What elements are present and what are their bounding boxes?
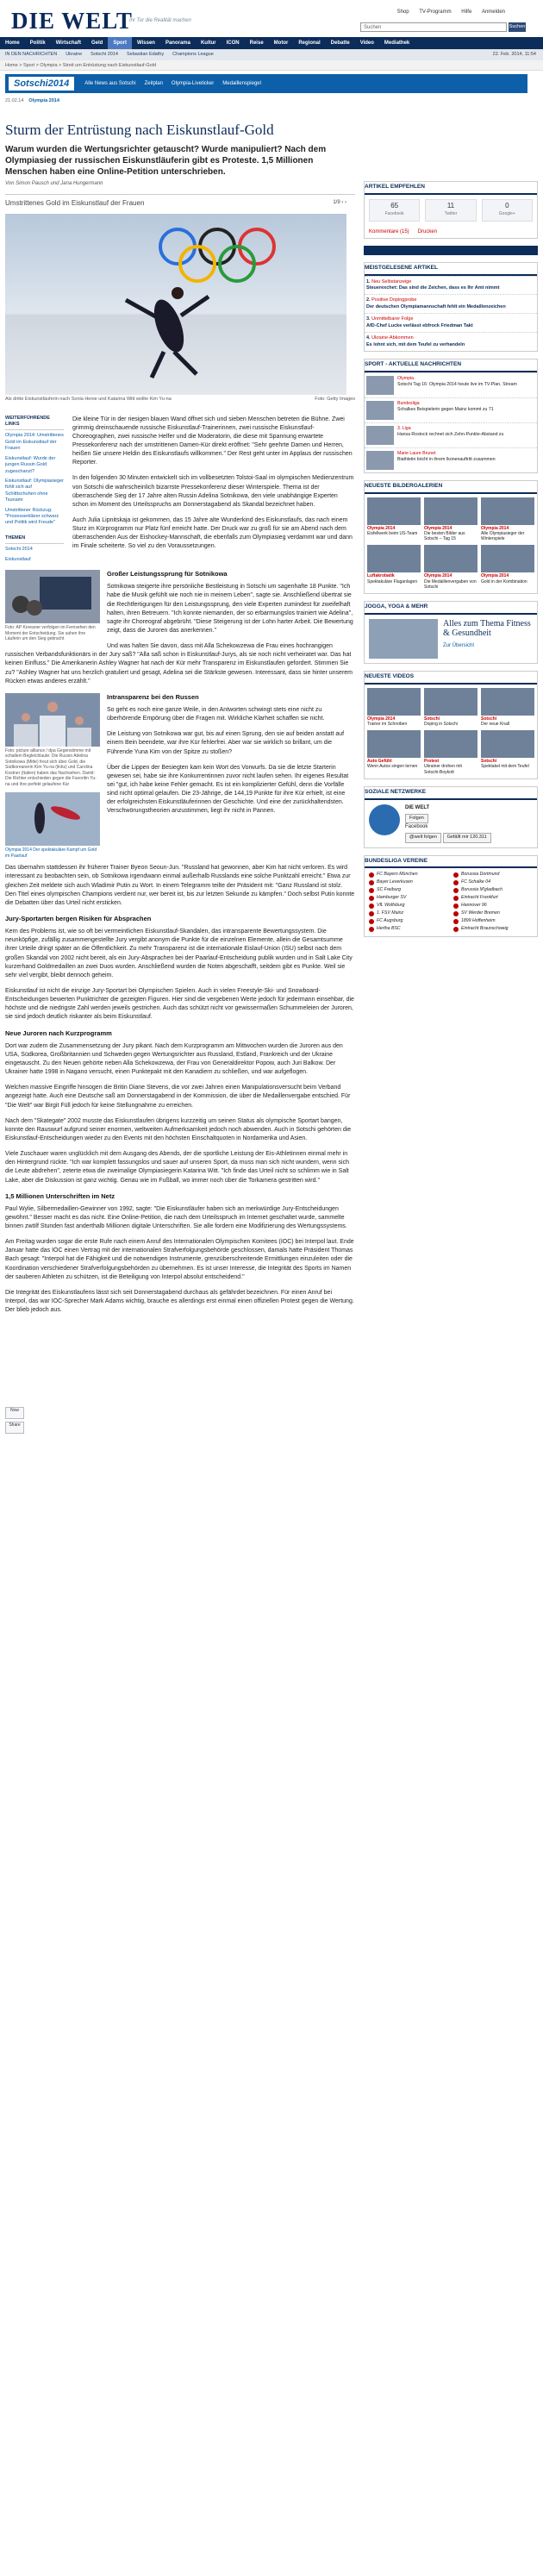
club-link[interactable]: Borussia M'gladbach xyxy=(453,887,533,893)
like-button[interactable]: Gefällt mir 120.311 xyxy=(443,833,491,842)
subnav-sotschi[interactable]: Sotschi 2014 xyxy=(90,52,118,58)
paragraph: Die Integrität des Eiskunstlaufens lässt sich seit Donnerstagabend durchaus als gefährdet bezeichnen. Für einen Anruf bei Interpol, das war IOC-Sprecher Mark Adams wichtig, brauche es allerdings erst einmal einen offiziellen Protest gegen die Wertung. Der blieb jedoch aus. xyxy=(5,1289,354,1314)
twitter-follow-button[interactable]: @welt folgen xyxy=(405,833,441,842)
recommend-box xyxy=(364,181,538,239)
article-author: Von Simon Pausch und Jana Hungermann xyxy=(5,181,103,187)
popular-item[interactable]: 1. Neu Selbstanzeige Steuerexchet: Das sind die Zeichen, dass es Ihr Amt nimmt xyxy=(365,276,537,295)
popular-item[interactable]: 3. Unmittelbarer Folge AfD-Chef Lucke verlässt ebfrock Friedman Takt xyxy=(365,313,537,332)
club-link[interactable]: Borussia Dortmund xyxy=(453,872,533,878)
paragraph: Viele Zuschauer waren unglücklich mit dem Ausgang des Abends, der die sportliche Leistung der Eis-Athletinnen einmal mehr in den Hintergrund rückte. "Ich war komplett fassungslos und sauer auf unseren Sport, da muss man sich nicht wundern, wenn sich die Leute abdrehen", zeterte etwa die zweimalige Olympiasiegerin Katarina Witt. "Ich finde das Urteil nicht so schlimm wie in Salt Lake, aber die Diskussion ist ganz wichtig. Genau wie im Fußball, wo immer noch über die Torkamera gestritten wird." xyxy=(5,1151,349,1184)
fitness-box xyxy=(364,601,538,664)
clubs-box xyxy=(364,855,538,937)
subheading: Intransparenz bei den Russen xyxy=(107,692,199,701)
popular-title: MEISTGELESENE ARTIKEL xyxy=(365,263,537,276)
sotschi-logo[interactable]: Sotschi2014 xyxy=(9,77,74,91)
nav-mediathek[interactable]: Mediathek xyxy=(384,41,410,46)
gallery-teaser[interactable]: Olympia 2014 Alle Olympiasieger der Winterspiele xyxy=(481,497,534,542)
breadcrumb[interactable]: Home > Sport > Olympia > Streit um Entrüstung nach Eiskunstlauf-Gold xyxy=(0,60,543,71)
video-teaser[interactable]: Sotschi Doping in Sotschi xyxy=(424,688,477,728)
nav-politik[interactable]: Politik xyxy=(29,41,46,46)
nav-regional[interactable]: Regional xyxy=(298,41,321,46)
club-link[interactable]: Bayer Leverkusen xyxy=(369,879,448,885)
date: 22. Feb. 2014, 11:54 xyxy=(492,52,536,58)
gallery-teaser[interactable]: Olympia 2014 Gold in der Kombination xyxy=(481,545,534,590)
subnav-label: IN DEN NACHRICHTEN xyxy=(5,52,58,58)
theme-link[interactable]: Sotschi 2014 xyxy=(5,547,33,553)
clubs-title: BUNDESLIGA VEREINE xyxy=(365,856,537,869)
nav-geld[interactable]: Geld xyxy=(90,41,103,46)
article-time: 21.02.14 xyxy=(5,98,24,103)
sport-news-title: SPORT - AKTUELLE NACHRICHTEN xyxy=(365,360,537,372)
gallery-teaser[interactable]: Olympia 2014 Eisfellwerk beim US-Team xyxy=(367,497,421,542)
nav-motor[interactable]: Motor xyxy=(273,41,289,46)
club-link[interactable]: FC Bayern München xyxy=(369,872,448,878)
club-link[interactable]: Hannover 96 xyxy=(453,903,533,909)
nav-kultur[interactable]: Kultur xyxy=(200,41,216,46)
gallery-image[interactable] xyxy=(5,214,346,395)
related-sidebar xyxy=(5,416,69,567)
share-bar xyxy=(5,1407,24,1436)
video-teaser[interactable]: Olympia 2014 Trainer im Schreiben xyxy=(367,688,421,728)
fitness-headline[interactable]: Alles zum Thema Fitness & Gesundheit xyxy=(443,618,531,639)
club-link[interactable]: SC Freiburg xyxy=(369,887,448,893)
subnav-edathy[interactable]: Sebastian Edathy xyxy=(126,52,165,58)
club-link[interactable]: 1899 Hoffenheim xyxy=(453,918,533,924)
header xyxy=(0,0,543,50)
video-teaser[interactable]: Auto Gefühl Wenn Autos singen lernen xyxy=(367,730,421,775)
popular-box xyxy=(364,262,538,352)
related-link[interactable]: Olympia 2014: Umstrittenes Gold im Eiskunstlauf der Frauen xyxy=(5,433,64,452)
club-link[interactable]: FC Schalke 04 xyxy=(453,879,533,885)
tagline: Ihr Tor die Realität machen xyxy=(129,18,191,23)
club-link[interactable]: SV Werder Bremen xyxy=(453,910,533,916)
gallery-box xyxy=(364,480,538,594)
article-lead: Warum wurden die Wertungsrichter getauscht? Wurde manipuliert? Nach dem Olympiasieg der russischen Eiskunstläuferin gibt es Proteste. 1,5 Millionen Menschen haben eine Online-Petition unterschrieben. xyxy=(5,144,327,178)
themes-title: THEMEN xyxy=(5,535,64,544)
club-link[interactable]: Eintracht Frankfurt xyxy=(453,895,533,901)
paragraph: Die kleine Tür in der riesigen blauen Wand öffnet sich und sieben Menschen betreten die Bühne. Zwei grimmig dreinschauende russische Eiskunstlauf-Trainerinnen, zwei russische Eiskunstlauf-Choreographen, zwei russische Helfer und die Moderatorin, die diese mit Spannung erwartete Pressekonferenz nach der umstrittenen Damen-Kür direkt eröffnet: "Sehr geehrte Damen und Herren, heißen Sie unsere Heldin des Eiskunstlaufs willkommen." Der Rest geht unter im Applaus der russischen Reporter. xyxy=(72,416,353,466)
facebook-label: Facebook xyxy=(405,824,428,830)
gallery-caption: Als dritte Eiskunstläuferin nach Sonia Henie und Katarina Witt wollte Kim Yu-na xyxy=(5,397,172,403)
inline-caption: Foto: picture alliance / dpa Gegenstimme mit schallem Begleichlaute: Die Russin Adelina Sotnikowa (Mitte) freut sich über Gold, die Südkoreanerin Kim Yu-na (links) und Carolina Kostner (Italien) haben das Nachsehen. Damit: Die Richter entschieden gegen die Favoritin Yu-na und ihre perfekt gelaufene Kür xyxy=(5,747,97,787)
search-button[interactable]: Suchen xyxy=(509,22,526,32)
twitter-share[interactable]: 11 Twitter xyxy=(425,199,476,222)
article-meta xyxy=(5,98,543,104)
sub-nav xyxy=(0,50,543,60)
club-link[interactable]: FC Augsburg xyxy=(369,918,448,924)
fitness-title: JOGGA, YOGA & MEHR xyxy=(365,602,537,615)
nav-icon[interactable]: ICON xyxy=(226,41,240,46)
club-link[interactable]: Hamburger SV xyxy=(369,895,448,901)
gallery-box-title: NEUESTE BILDERGALERIEN xyxy=(365,481,537,494)
inline-figure[interactable] xyxy=(5,792,100,859)
paragraph: Auch Julia Lipnitskaja ist gekommen, das 15 Jahre alte Wunderkind des Eiskunstlaufs, das nach einem Sturz im Kürprogramm nur Platz fünf erreicht hatte. Der Druck war zu groß für sie am Abend nach dem überraschenden Aus der Eishockey-Mannschaft, die ebenfalls zum Olympiasieg verdammt war und dann im Finale scheiterte. So viel zu den Voraussetzungen. xyxy=(72,516,353,550)
sotschi-link-medals[interactable]: Medaillenspiegel xyxy=(222,80,261,86)
gallery-teaser[interactable]: Olympia 2014 Die besten Bilder aus Sotschi – Tag 15 xyxy=(424,497,477,542)
video-title: NEUESTE VIDEOS xyxy=(365,672,537,685)
subheading: Neue Juroren nach Kurzprogramm xyxy=(5,1029,112,1037)
fitness-link[interactable]: Zur Übersicht xyxy=(443,642,475,648)
inline-caption[interactable]: Olympia 2014 Der spektakuläre Kampf um Gold im Paarlauf xyxy=(5,847,97,859)
pair-skating-icon xyxy=(5,792,100,846)
inline-photo[interactable] xyxy=(5,792,100,846)
article xyxy=(5,122,355,1322)
inline-caption: Foto: AP Koreaner verfolgen im Fernsehen den Moment der Entscheidung. Sie sahen ihre Läuferin um den Sieg gebracht xyxy=(5,625,96,642)
club-link[interactable]: Hertha BSC xyxy=(369,926,448,932)
inline-photo[interactable] xyxy=(5,693,100,747)
video-teaser[interactable]: Protest Ukrainer drohen mit Sotschi-Boykott xyxy=(424,730,477,775)
social-name: DIE WELT xyxy=(405,804,430,810)
fitness-image[interactable] xyxy=(369,619,438,659)
related-link[interactable]: Umstrittener Rückzug: "Prozesserklärer schwarz und Politik wird Freude" xyxy=(5,507,59,526)
gallery-credit: Foto: Getty Images xyxy=(315,397,355,403)
paragraph: Nach dem "Skategate" 2002 musste das Eiskunstlaufen übrigens kurzzeitig um seinen Status als olympische Sportart bangen, konnte den Rauswurf aufgrund seiner enormen, weltweiten Aufmerksamkeit jedoch noch abwenden. Auch in Sotschi gehörten die Eiskunstlauf-Entscheidungen wieder zu den Events mit den höchsten Einschaltquoten in Nordamerika und Asien. xyxy=(5,1117,352,1141)
paragraph: Dort war zudem die Zusammensetzung der Jury pikant. Nach dem Kurzprogramm am Mittwochen wurden die Juroren aus den USA, Südkorea, Großbritannien und Schweden gegen Wertungsrichter aus Russland, Estland, Frankreich und der Ukraine eingetauscht. Zu den Neuen gehörte neben Alla Schekowzewa, der Frau von Generaldirektor Popow, auch Juri Balkow. Der Ukrainer hatte 1998 in Nagano versucht, einen Punktepakt mit den Kanadiern zu schließen, und war aufgeflogen. xyxy=(5,1042,343,1076)
subnav-cl[interactable]: Champions League xyxy=(172,52,214,58)
paragraph: Paul Wylie, Silbermedaillen-Gewinner von 1992, sagte: "Die Eiskunstläufer haben sich an merkwürdige Jury-Entscheidungen gewöhnt." Besser macht es das nicht. Eine Online-Petition, die nach dem Urteilsspruch im Internet geschaltet wurde, sammelte binnen zwölf Stunden fast anderthalb Millionen digitale Unterschriften. Sie alle fordern eine Modifizierung des Wertungssystems. xyxy=(5,1205,347,1230)
paragraph: So geht es noch eine ganze Weile, in den Antworten schwingt stets eine nicht zu überhörende Empörung über die Fragen mit. Wirkliche Klarheit schaffen sie nicht. xyxy=(107,706,325,722)
inline-figure[interactable] xyxy=(5,693,100,788)
news-item[interactable]: Marie Laure Brunet Biathletin bricht in ihrem Ikonenauftritt zusammen xyxy=(365,447,537,472)
print-link[interactable]: Drucken xyxy=(417,228,438,234)
paragraph: Welchen massive Eingriffe hinsogen die Britin Diane Stevens, die vor zwei Jahren einen Manipulationsversucht beim Verband angezeigt hatte. Auch eine Deutsche saß am Donnerstagabend in der Kommission, die über die Medaillenvergabe entschied. Für "Die Welt" war Birgit Füll jedoch für keine Stellungnahme zu erreichen. xyxy=(5,1085,351,1109)
nav-video[interactable]: Video xyxy=(359,41,374,46)
video-teaser[interactable]: Sotschi Spektakel mit dem Teufel xyxy=(481,730,534,775)
gallery xyxy=(5,194,355,403)
sotschi-link-ticker[interactable]: Olympia-Liveticker xyxy=(171,80,215,86)
related-link[interactable]: Eiskunstlauf: Wurde der jungen Russin Gold zugeschanzt? xyxy=(5,455,56,474)
paragraph: Das übernahm stattdessen ihr früherer Trainer Byeon Seoun-Jun. "Russland hat gewonnen, aber Kim hat nicht verloren. Es wird interessant zu beobachten sein, ob Sotnikowa irgendwann einmal außerhalb Russlands eine solche Punktzahl erreicht." Etwa zur gleichen Zeit meldete sich auch Wladimir Putin zu Wort. In einem Telegramm teilte der Präsident mit: "Ganz Russland ist stolz. Den Titel eines olympischen Champions verdient nur, wer bereit ist, bis zur letzten Sekunde zu kämpfen." Doch selbst Putin konnte die Debatten über das Urteil nicht ersticken. xyxy=(5,865,355,906)
subheading: Jury-Sportarten bergen Risiken für Absprachen xyxy=(5,915,152,923)
article-section[interactable]: Olympia 2014 xyxy=(28,98,59,103)
ad-bar xyxy=(364,246,538,255)
podium-icon xyxy=(5,693,100,747)
facebook-share[interactable]: 65 Facebook xyxy=(369,199,420,222)
share-button[interactable]: Share xyxy=(5,1422,24,1434)
search-input[interactable]: Suchen xyxy=(360,22,507,32)
sport-news-box xyxy=(364,359,538,473)
recommend-title: ARTIKEL EMPFEHLEN xyxy=(365,182,537,195)
paragraph: Die Leistung von Sotnikowa war gut, bis auf einen Sprung, den sie auf beiden anstatt auf einem Bein beendete, war ihre Kür fehlerfrei. Aber war sie wirklich so brillant, um die Führende Yuna Kim von der Spitze zu stoßen? xyxy=(107,731,345,755)
nav-reise[interactable]: Reise xyxy=(249,41,264,46)
paragraph: Eiskunstlauf ist nicht die einzige Jury-Sportart bei Olympischen Spielen. Auch in vielen Freestyle-Ski- und Snowboard-Entscheidungen bewerten Punktrichter die gezeigten Figuren. Hier sind die vergebenen Werte jedoch für jedermann einsehbar, die höchste und die niedrigste Zahl werden jeweils gestrichen. Auch das schützt nicht vor gewissermaßen Schummeleien der Juroren, sie sind jedoch deutlich riskanter als beim Eiskunstlauf. xyxy=(5,988,354,1021)
welt-globe-icon xyxy=(369,804,400,835)
sotschi-link-news[interactable]: Alle News aus Sotschi xyxy=(84,80,136,86)
site-logo[interactable]: DIE WELT xyxy=(11,8,133,34)
related-link[interactable]: Eiskunstlauf: Olympiasieger fühlt sich auf Schlittschuhen ohne Tsunami xyxy=(5,478,64,503)
paragraph: Über die Lippen der Besiegten kam kein Wort des Vorwurfs. Da sie die letzte Starterin gewesen sei, habe sie ihre Konkurrentinnen zuvor nicht laufen sehen. Ihr eigenes Resultat sei "gut, ich habe keine Fehler gemacht. Es ist ein komplizierter Gefühl, denn die Vorfälle sind nicht optimal gelaufen. Die 23-Jährige, die 144,19 Punkte für ihre Kür erhielt, ist eine der erfolgreichsten Eiskunstläuferinnen der Geschichte. Und eine der zurückhaltendsten. Verschwörungstheorien anzustimmen, liegt ihr nicht in Pannen. xyxy=(107,764,349,815)
inline-figure[interactable] xyxy=(5,570,100,642)
popular-item[interactable]: 4. Ukraine-Abkommen Es lohnt sich, mit dem Teufel zu verhandeln xyxy=(365,332,537,351)
gallery-counter[interactable]: 1/9 ‹ › xyxy=(333,200,346,206)
sotschi-bar xyxy=(5,74,527,93)
news-item[interactable]: Bundesliga Schalkes Beispielerin gegen Mainz kommt zu 71 xyxy=(365,397,537,422)
paragraph: In den folgenden 30 Minuten entwickelt sich im vollbesetzten Tolstoi-Saal im olympischen Medienzentrum von Sotschi die wahrscheinlich bizarrste Pressekonferenz dieser Winterspiele. Thema ist der überraschende Sieg der 17 Jahre alten Russin Adelina Sotnikowa, den viele unabhängige Experten schon im Moment des Urteilsspruchs am Donnerstagabend als Skandal bezeichnet haben. xyxy=(72,475,354,508)
comments-link[interactable]: Kommentare (15) xyxy=(369,228,409,234)
nav-wirtschaft[interactable]: Wirtschaft xyxy=(55,41,81,46)
paragraph: Und was halten Sie davon, dass mit Alla Schekowzewa die Frau eines hochrangigen russischen Verbandsfunktionärs in der Jury saß? "Alla saß schon in Eiskunstlauf-Jurys, als sie noch nicht verheiratet war. Das hat keinen Einfluss." Die Amerikanerin Ashley Wagner hat nach der Kür mehr Transparenz im Eiskunstlaufen gefordert. Stimmen Sie zu? "Ashley Wagner hat uns herzlich gratuliert und gesagt, Adelina sei die Stärkste gewesen. Interessant, dass sie hinter unserem Rücken etwas anderes erzählt." xyxy=(5,643,353,685)
popular-item[interactable]: 2. Positive Dopingprobe Der deutschen Olympiamannschaft fehlt ein Medaillenzeichen xyxy=(365,294,537,313)
toplink-help[interactable]: Hilfe xyxy=(461,9,472,15)
nav-panorama[interactable]: Panorama xyxy=(165,41,190,46)
nav-debatte[interactable]: Debatte xyxy=(330,41,350,46)
gallery-teaser[interactable]: Luftakrobatik Spektakuläre Fluganlagen xyxy=(367,545,421,590)
tv-audience-icon xyxy=(5,570,100,623)
club-link[interactable]: 1. FSV Mainz xyxy=(369,910,448,916)
news-item[interactable]: 3. Liga Hansa Rostock rechnet sich Zehn-Punkte-Abstand zu xyxy=(365,422,537,447)
inline-photo[interactable] xyxy=(5,570,100,623)
subheading: Großer Leistungssprung für Sotnikowa xyxy=(107,570,228,578)
video-box xyxy=(364,671,538,779)
olympic-rings-icon xyxy=(5,214,346,395)
video-teaser[interactable]: Sotschi Der neue Knall xyxy=(481,688,534,728)
related-title: WEITERFÜHRENDE LINKS xyxy=(5,416,64,431)
subheading: 1,5 Millionen Unterschriften im Netz xyxy=(5,1191,115,1200)
right-column xyxy=(364,181,538,944)
nav-home[interactable]: Home xyxy=(5,41,20,46)
toplink-shop[interactable]: Shop xyxy=(396,9,409,15)
toplink-tv[interactable]: TV-Programm xyxy=(419,9,452,15)
share-now-button[interactable]: Now xyxy=(5,1407,24,1419)
article-title: Sturm der Entrüstung nach Eiskunstlauf-Gold xyxy=(5,122,274,138)
gallery-title: Umstrittenes Gold im Eiskunstlauf der Frauen xyxy=(5,199,145,208)
googleplus-share[interactable]: 0 Google+ xyxy=(482,199,533,222)
top-links xyxy=(389,9,505,16)
nav-wissen[interactable]: Wissen xyxy=(137,41,155,46)
gallery-teaser[interactable]: Olympia 2014 Die Medaillenvergaben von Sotschi xyxy=(424,545,477,590)
follow-button[interactable]: Folgen xyxy=(405,814,428,823)
social-title: SOZIALE NETZWERKE xyxy=(365,787,537,800)
main-nav xyxy=(0,37,543,49)
theme-link[interactable]: Eiskunstlauf xyxy=(5,556,31,562)
paragraph: Kern des Problems ist, wie so oft bei vermeintlichen Eiskunstlauf-Skandalen, das intransparente Bewertungssystem. Die neunköpfige, zufällig zusammengestellte Jury vergibt anonym die Punkte für die einzelnen Elemente, allein die Gesamtsumme ihrer Urteile dringt später an die Öffentlichkeit. Zu mehr Transparenz ist die internationale Eislauf-Union (ISU) selbst nach dem großen Skandal von 2002 nicht bereit, als ein Jury-Absprachen bei der Paarlauf-Entscheidung publik wurden und in Salt Lake City kurzerhand Goldmedaillen an zwei Duos wurden. Anschließend wurden die Noten abgeschafft, seitdem gibt es Punkte. Weil sie sehr viel vergibt, bleibt dennoch geheim. xyxy=(5,928,353,979)
paragraph: Am Freitag wurden sogar die erste Rufe nach einem Anruf des Internationalen Olympischen Komitees (IOC) bei Interpol laut. Ende Januar hatte das IOC einen Vertrag mit der internationalen Strafverfolgungsbehörde geschlossen, damals hatte Präsident Thomas Bach gesagt: "Interpol hat die Fähigkeit und die notwendigen Instrumente, grenzüberschreitende Ermittlungen einzuleiten oder die Koordination verschiedener Strafverfolgungsbehörden zu übernehmen. Es ist unser Interesse, die Integrität des Sports im Namen der sauberen Athleten zu schützen, ist die Beteiligung von Interpol absolut entscheidend." xyxy=(5,1239,354,1280)
toplink-login[interactable]: Anmelden xyxy=(481,9,505,15)
club-link[interactable]: Eintracht Braunschweig xyxy=(453,926,533,932)
subnav-ukraine[interactable]: Ukraine xyxy=(66,52,83,58)
paragraph: Sotnikowa steigerte ihre persönliche Bestleistung in Sotschi um sagenhafte 18 Punkte. "Ich habe die Musik gefühlt wie noch nie in meinem Leben", sagte sie. Anschließend übertrat sie die Rechtfertigungen für den Leistungssprung, den viele Experten zumindest für zweifelhaft halten, ihren Betreuern. "Ich konnte niemanden, der so erbarmungslos trainiert wie Adelina", sagte ihr Choreograf abgebrüht. "Diese Steigerung ist der Lohn harter Arbeit. Die Bewertung zeigt, dass die Juroren das anerkennen." xyxy=(107,584,353,634)
article-body xyxy=(69,416,355,567)
club-link[interactable]: VfL Wolfsburg xyxy=(369,903,448,909)
news-item[interactable]: Olympia Sotschi Tag 16: Olympia 2014 heute live im TV-Plan, Stream xyxy=(365,372,537,397)
nav-sport[interactable]: Sport xyxy=(108,37,132,49)
sotschi-link-schedule[interactable]: Zeitplan xyxy=(144,80,163,86)
social-box xyxy=(364,786,538,848)
